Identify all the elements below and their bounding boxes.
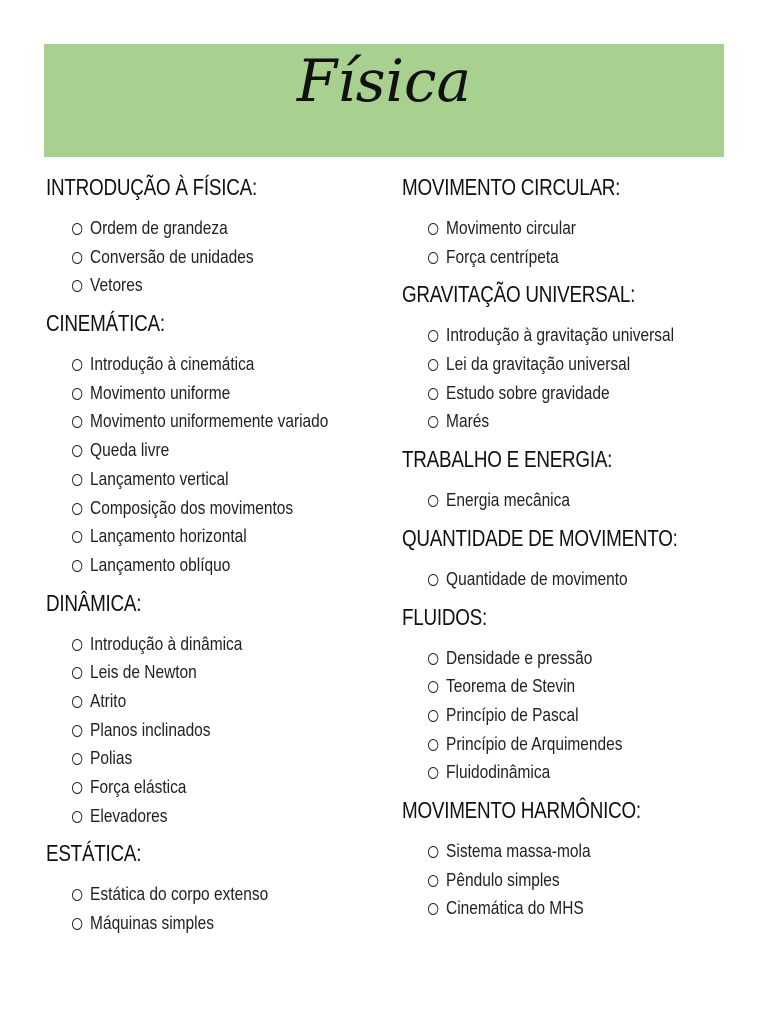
- list-item-label: Força elástica: [90, 777, 187, 797]
- list-item: [428, 730, 689, 759]
- circle-bullet-icon: [72, 696, 82, 708]
- list-item: [72, 658, 325, 687]
- topic-section: [46, 838, 366, 937]
- section-heading: DINÂMICA:: [46, 589, 142, 616]
- list-item: [428, 758, 689, 787]
- topic-section: [46, 308, 366, 580]
- list-item-label: Lançamento oblíquo: [90, 554, 231, 575]
- list-item: [72, 687, 325, 716]
- circle-bullet-icon: [428, 846, 438, 858]
- list-item-label: Ordem de grandeza: [90, 218, 228, 238]
- section-heading: MOVIMENTO HARMÔNICO:: [402, 796, 641, 823]
- topic-list: [402, 565, 732, 594]
- list-item: [72, 802, 325, 831]
- circle-bullet-icon: [428, 903, 438, 915]
- circle-bullet-icon: [72, 889, 82, 901]
- circle-bullet-icon: [72, 918, 82, 930]
- circle-bullet-icon: [72, 782, 82, 794]
- list-item: [72, 465, 325, 494]
- topic-section: [402, 602, 732, 787]
- list-item: [72, 773, 325, 802]
- list-item-label: Composição dos movimentos: [90, 497, 294, 518]
- list-item-label: Polias: [90, 748, 133, 769]
- list-item-label: Sistema massa-mola: [446, 840, 591, 861]
- circle-bullet-icon: [428, 252, 438, 264]
- list-item: [72, 407, 329, 436]
- list-item: [72, 436, 325, 465]
- circle-bullet-icon: [72, 725, 82, 737]
- list-item: [428, 837, 689, 866]
- section-heading: TRABALHO E ENERGIA:: [402, 446, 613, 473]
- list-item: [72, 630, 325, 659]
- list-item: [72, 522, 325, 551]
- list-item-label: Atrito: [90, 690, 127, 711]
- list-item: [428, 379, 689, 408]
- page-title: Física: [296, 47, 472, 115]
- right-column: [402, 172, 732, 931]
- list-item: [428, 350, 689, 379]
- topic-list: [402, 214, 732, 271]
- topic-section: [402, 172, 732, 271]
- list-item: [72, 551, 325, 580]
- list-item-label: Introdução à dinâmica: [90, 633, 243, 654]
- list-item-label: Estudo sobre gravidade: [446, 382, 610, 403]
- list-item-label: Introdução à gravitação universal: [446, 325, 675, 346]
- list-item: [428, 243, 689, 272]
- list-item-label: Introdução à cinemática: [90, 354, 255, 375]
- circle-bullet-icon: [72, 503, 82, 515]
- circle-bullet-icon: [72, 811, 82, 823]
- list-item: [428, 701, 689, 730]
- list-item-label: Quantidade de movimento: [446, 568, 628, 589]
- topic-section: [402, 444, 732, 515]
- list-item: [72, 494, 325, 523]
- list-item: [428, 894, 689, 923]
- list-item-label: Princípio de Pascal: [446, 704, 579, 725]
- list-item-label: Força centrípeta: [446, 246, 559, 267]
- circle-bullet-icon: [72, 359, 82, 371]
- list-item-label: Máquinas simples: [90, 913, 214, 934]
- section-heading: QUANTIDADE DE MOVIMENTO:: [402, 524, 678, 551]
- topic-list: [402, 486, 732, 515]
- list-item: [428, 486, 689, 515]
- list-item: [72, 350, 325, 379]
- list-item: [72, 909, 325, 938]
- list-item-label: Lançamento horizontal: [90, 526, 247, 547]
- section-heading: CINEMÁTICA:: [46, 310, 165, 337]
- list-item-label: Pêndulo simples: [446, 869, 560, 890]
- circle-bullet-icon: [428, 330, 438, 342]
- list-item: [72, 880, 325, 909]
- list-item-label: Queda livre: [90, 440, 170, 461]
- list-item-label: Cinemática do MHS: [446, 898, 584, 919]
- list-item-label: Fluidodinâmica: [446, 762, 551, 783]
- topic-list: [402, 644, 732, 787]
- section-heading: GRAVITAÇÃO UNIVERSAL:: [402, 281, 636, 308]
- list-item-label: Lei da gravitação universal: [446, 354, 631, 375]
- list-item-label: Conversão de unidades: [90, 246, 254, 267]
- topic-list: [402, 837, 732, 923]
- circle-bullet-icon: [428, 875, 438, 887]
- section-heading: MOVIMENTO CIRCULAR:: [402, 174, 621, 200]
- list-item-label: Movimento uniforme: [90, 382, 231, 403]
- list-item-label: Leis de Newton: [90, 662, 197, 683]
- circle-bullet-icon: [428, 416, 438, 428]
- circle-bullet-icon: [72, 223, 82, 235]
- section-heading: INTRODUÇÃO À FÍSICA:: [46, 174, 257, 200]
- left-column: [46, 172, 366, 946]
- list-item-label: Marés: [446, 411, 490, 432]
- list-item: [428, 672, 689, 701]
- circle-bullet-icon: [428, 495, 438, 507]
- circle-bullet-icon: [72, 445, 82, 457]
- list-item: [428, 407, 689, 436]
- topic-section: [46, 172, 366, 300]
- circle-bullet-icon: [72, 416, 82, 428]
- list-item: [428, 565, 689, 594]
- list-item: [72, 243, 325, 272]
- list-item: [428, 214, 689, 243]
- list-item-label: Movimento circular: [446, 218, 576, 238]
- circle-bullet-icon: [72, 667, 82, 679]
- list-item-label: Vetores: [90, 275, 143, 296]
- topic-list: [46, 350, 366, 580]
- list-item: [72, 271, 325, 300]
- list-item-label: Movimento uniformemente variado: [90, 411, 329, 432]
- section-heading: FLUIDOS:: [402, 603, 488, 630]
- list-item: [72, 214, 325, 243]
- circle-bullet-icon: [72, 252, 82, 264]
- list-item-label: Estática do corpo extenso: [90, 884, 269, 905]
- list-item-label: Energia mecânica: [446, 490, 570, 511]
- circle-bullet-icon: [72, 531, 82, 543]
- circle-bullet-icon: [428, 223, 438, 235]
- topic-list: [46, 214, 366, 300]
- topic-section: [46, 588, 366, 831]
- list-item-label: Densidade e pressão: [446, 647, 593, 668]
- list-item: [428, 644, 689, 673]
- circle-bullet-icon: [72, 280, 82, 292]
- topic-section: [402, 795, 732, 923]
- list-item-label: Planos inclinados: [90, 719, 211, 740]
- circle-bullet-icon: [428, 388, 438, 400]
- circle-bullet-icon: [428, 710, 438, 722]
- list-item: [72, 716, 325, 745]
- list-item: [72, 379, 325, 408]
- circle-bullet-icon: [72, 753, 82, 765]
- circle-bullet-icon: [428, 359, 438, 371]
- list-item: [428, 321, 689, 350]
- topic-section: [402, 279, 732, 436]
- circle-bullet-icon: [428, 653, 438, 665]
- topic-list: [46, 630, 366, 831]
- circle-bullet-icon: [72, 639, 82, 651]
- circle-bullet-icon: [428, 681, 438, 693]
- circle-bullet-icon: [428, 574, 438, 586]
- section-heading: ESTÁTICA:: [46, 840, 142, 867]
- topic-list: [402, 321, 732, 436]
- list-item-label: Princípio de Arquimendes: [446, 733, 623, 754]
- circle-bullet-icon: [72, 560, 82, 572]
- circle-bullet-icon: [428, 739, 438, 751]
- list-item-label: Elevadores: [90, 805, 168, 826]
- list-item-label: Lançamento vertical: [90, 468, 229, 489]
- list-item-label: Teorema de Stevin: [446, 676, 576, 697]
- list-item: [72, 744, 325, 773]
- topic-list: [46, 880, 366, 937]
- topic-section: [402, 523, 732, 594]
- circle-bullet-icon: [72, 388, 82, 400]
- circle-bullet-icon: [72, 474, 82, 486]
- circle-bullet-icon: [428, 767, 438, 779]
- list-item: [428, 866, 689, 895]
